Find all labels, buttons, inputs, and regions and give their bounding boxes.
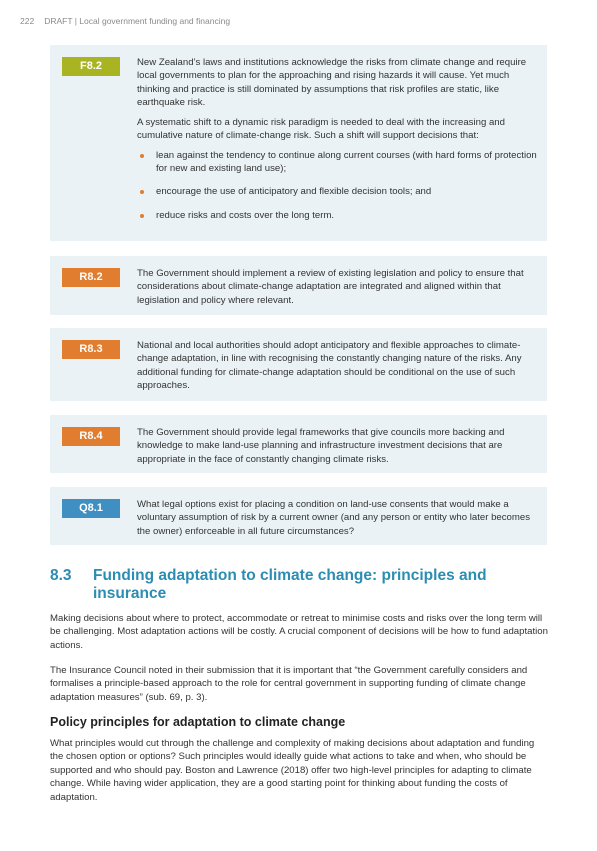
finding-bullet-list: [137, 149, 539, 222]
recommendation-text: National and local authorities should adopt anticipatory and flexible approaches to climate-change adaptation, in line with recognising the constantly changing nature of the risks. Any additional funding for climate-change adaptation should be conditional on the use of such approaches.: [137, 340, 522, 391]
recommendation-box-r8-3: [50, 328, 547, 401]
list-item: [137, 149, 539, 176]
bullet-icon: [140, 214, 144, 218]
body-paragraph: What principles would cut through the challenge and complexity of making decisions about adaptation and funding the chosen option or options? Such principles would ideally guide what actions to take and when, who should be supported and who should pay. Boston and Lawrence (2018) offer two high-level principles for adapting to climate change. While having wider application, they are a good starting point for thinking about funding the costs of adaptation.: [50, 738, 535, 803]
recommendation-tag: R8.3: [62, 340, 120, 359]
body-paragraph: The Insurance Council noted in their submission that it is important that “the Government carefully considers and formalises a principle-based approach to the role for central government in supporting funding of climate change adaptation measures” (sub. 69, p. 3).: [50, 665, 528, 703]
finding-paragraph: New Zealand’s laws and institutions acknowledge the risks from climate change and require local governments to plan for the approaching and rising hazards it will cause. Yet much thinking and practice is still dominated by assumptions that risk profiles are static, like earthquake risk.: [137, 57, 527, 108]
page-number: 222: [20, 16, 35, 26]
bullet-icon: [140, 154, 144, 158]
section-heading: [50, 567, 550, 603]
bullet-icon: [140, 190, 144, 194]
recommendation-text: The Government should implement a review of existing legislation and policy to ensure that considerations about climate-change adaptation are integrated and aligned within that legislation and policy where relevant.: [137, 268, 524, 306]
finding-tag: F8.2: [62, 57, 120, 76]
recommendation-box-r8-2: [50, 256, 547, 315]
recommendation-tag: R8.2: [62, 268, 120, 287]
question-box-q8-1: [50, 487, 547, 545]
finding-box-f8-2: [50, 45, 547, 241]
recommendation-tag: R8.4: [62, 427, 120, 446]
list-item: [137, 209, 539, 222]
body-paragraph: Making decisions about where to protect, accommodate or retreat to minimise costs and risks over the long term will be challenging. Most adaptation actions will be costly. A crucial component of decisions will be how to fund adaptation actions.: [50, 613, 548, 651]
running-header: [20, 16, 230, 26]
recommendation-text: The Government should provide legal frameworks that give councils more backing and knowledge to make land-use planning and infrastructure investment decisions that are appropriate in the face of constantly changing climate risks.: [137, 427, 505, 465]
section-title: Funding adaptation to climate change: principles and insurance: [93, 567, 487, 602]
question-tag: Q8.1: [62, 499, 120, 518]
list-item-text: encourage the use of anticipatory and flexible decision tools; and: [156, 186, 432, 198]
recommendation-box-r8-4: [50, 415, 547, 473]
section-number: 8.3: [50, 567, 72, 584]
finding-paragraph: A systematic shift to a dynamic risk paradigm is needed to deal with the increasing and cumulative nature of climate-change risk. Such a shift will support decisions that:: [137, 117, 505, 142]
document-title: DRAFT | Local government funding and financing: [44, 16, 231, 26]
subsection-heading: Policy principles for adaptation to climate change: [50, 715, 346, 729]
list-item: [137, 185, 539, 198]
list-item-text: lean against the tendency to continue along current courses (with hard forms of protection for new and existing land use);: [156, 149, 537, 175]
question-text: What legal options exist for placing a condition on land-use consents that would make a voluntary assumption of risk by a current owner (and any person or entity who later becomes the owner) enforceable in all future circumstances?: [137, 499, 531, 537]
list-item-text: reduce risks and costs over the long term.: [156, 209, 335, 221]
